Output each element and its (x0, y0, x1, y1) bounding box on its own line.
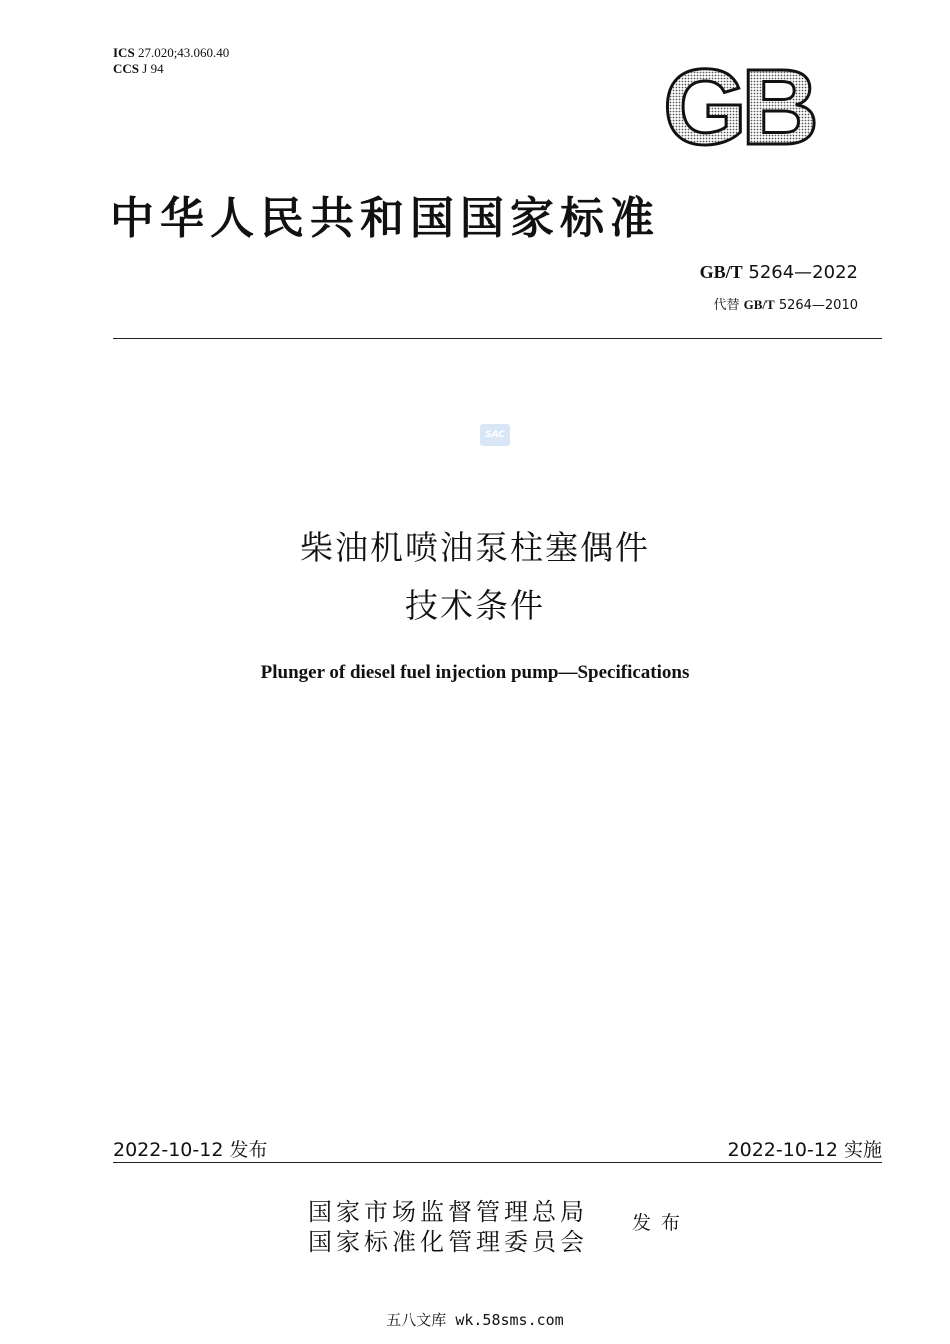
ics-line (113, 45, 229, 61)
ics-label: ICS (113, 45, 135, 60)
ics-value: 27.020;43.060.40 (137, 45, 230, 60)
document-title-line2: 技术条件 (405, 586, 545, 625)
document-title-line1: 柴油机喷油泵柱塞偶件 (300, 528, 650, 567)
classification-block (113, 45, 229, 77)
standard-number-value: 5264—2022 (748, 262, 858, 283)
sac-watermark: SAC (480, 424, 510, 446)
ccs-line (113, 61, 229, 77)
issuer-line2: 国家标准化管理委员会 (308, 1228, 588, 1256)
replaces-label: GB/T (743, 297, 775, 312)
ccs-value: J 94 (142, 61, 164, 76)
ccs-label: CCS (113, 61, 140, 76)
footer-watermark: 五八文库 wk.58sms.com (386, 1311, 564, 1329)
implement-date: 2022-10-12 实施 (727, 1139, 882, 1161)
document-title-english: Plunger of diesel fuel injection pump—Specifications (260, 662, 690, 683)
standard-title: 中华人民共和国国家标准 (110, 193, 660, 244)
issuer-line1: 国家市场监督管理总局 (308, 1198, 588, 1226)
gb-logo-icon (642, 56, 834, 152)
standard-number-label: GB/T (699, 262, 743, 282)
standard-number (700, 262, 858, 283)
replaces-value: 5264—2010 (778, 298, 858, 313)
publish-date: 2022-10-12 发布 (113, 1139, 268, 1161)
issue-action: 发布 (632, 1212, 691, 1234)
replaces-standard (713, 294, 858, 313)
top-divider (113, 338, 882, 339)
gb-logo-letters: GB (663, 56, 813, 152)
replaces-prefix: 代替 (713, 298, 740, 313)
bottom-divider (113, 1162, 882, 1163)
